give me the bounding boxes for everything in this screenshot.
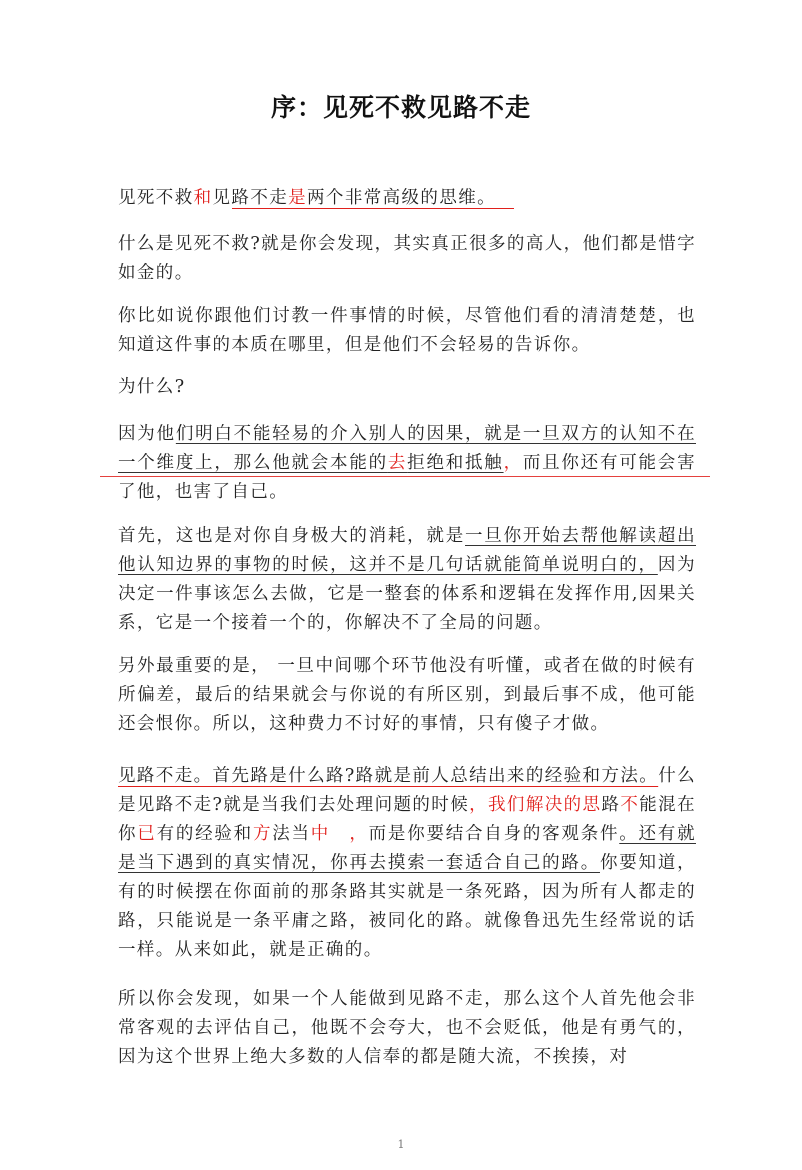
text-run: 路 — [601, 795, 621, 815]
paragraph-so: 所以你会发现，如果一个人能做到见路不走，那么这个人首先他会非常客观的去评估自己，他既不会夸大，也不会贬低，他是有勇气的，因为这个世界上绝大多数的人信奉的都是随大流，不挨揍，对 — [118, 989, 696, 1067]
emphasis-text: 去 — [387, 453, 408, 473]
text-run: 什么是见路不走?就是当我们去处理问题的时候 — [118, 766, 696, 815]
text-run: 因为决定一件事该怎么去做，它是一整套的体系和逻辑在发挥作用,因果关系，它是一个接着一个的，你解决不了全局的问题。 — [118, 555, 696, 633]
paragraph-reason — [118, 420, 696, 507]
emphasis-text: 中 ， — [310, 824, 369, 844]
emphasis-text: 和 — [193, 188, 213, 208]
paragraph-first — [118, 522, 696, 638]
underlined-text: 们明白不能轻易的介入别人的因果，就是一旦双方的认知不在一个维度上，那么他就会本能的 — [118, 424, 696, 473]
emphasis-text: 方 — [252, 824, 273, 844]
text-run: 法当 — [272, 824, 311, 844]
underlined-text: 一旦你开始去帮他解读超出他认知边界的事物的时候，这并不是几句话就能简单说明白的， — [118, 526, 696, 575]
paragraph-example: 你比如说你跟他们讨教一件事情的时候，尽管他们看的清清楚楚，也知道这件事的本质在哪里，但是他们不会轻易的告诉你。 — [118, 306, 696, 355]
page-title: 序：见死不救见路不走 — [270, 93, 531, 122]
paragraph-why: 为什么? — [118, 377, 186, 397]
text-run: 会害了他，也害了自己。 — [118, 453, 696, 502]
paragraph-what-is: 什么是见死不救?就是你会发现，其实真正很多的高人，他们都是惜字如金的。 — [118, 234, 696, 283]
emphasis-text: ，我们解决的思 — [469, 795, 602, 815]
text-run: 而且你还有可能 — [522, 453, 658, 473]
paragraph-path — [118, 762, 696, 965]
page-number: 1 — [397, 1138, 405, 1151]
text-run: 首先，这也是对你自身极大的消耗，就是 — [118, 526, 466, 546]
emphasis-text: 不 — [620, 795, 640, 815]
text-run: 有的经验和 — [156, 824, 253, 844]
red-underline — [100, 476, 710, 477]
emphasis-text: 是 — [288, 188, 308, 208]
text-run: 见路不走 — [212, 188, 289, 208]
underlined-text: 见路不走。首先路是什么路?路就是前人总结出来的经验和方法。 — [118, 766, 659, 786]
text-run: 因为他 — [118, 424, 176, 444]
text-run: 而是你要结合自身的客观条件 — [368, 824, 620, 844]
text-run: 能混在你 — [118, 795, 696, 844]
red-underline — [232, 208, 514, 209]
text-run: 见死不救 — [118, 188, 194, 208]
paragraph-important: 另外最重要的是， 一旦中间哪个环节他没有听懂，或者在做的时候有所偏差，最后的结果就会与你说的有所区别，到最后事不成，他可能还会恨你。所以，这种费力不讨好的事情，只有傻子才做。 — [118, 656, 696, 734]
text-run: 你要知道，有的时候摆在你面前的那条路其实就是一条死路，因为所有人都走的路，只能说是一条平庸之路，被同化的路。就像鲁迅先生经常说的话一样。从来如此，就是正确的。 — [118, 853, 697, 960]
underlined-text: 。还有就是当下遇到的真实情况，你再去摸索一套适合自己的路。 — [118, 824, 696, 873]
text-run: 两个非常高级的思维。 — [307, 188, 497, 208]
underlined-text: 拒绝和抵触 — [407, 453, 504, 473]
emphasis-text: 已 — [137, 824, 157, 844]
emphasis-text: ， — [503, 453, 523, 473]
